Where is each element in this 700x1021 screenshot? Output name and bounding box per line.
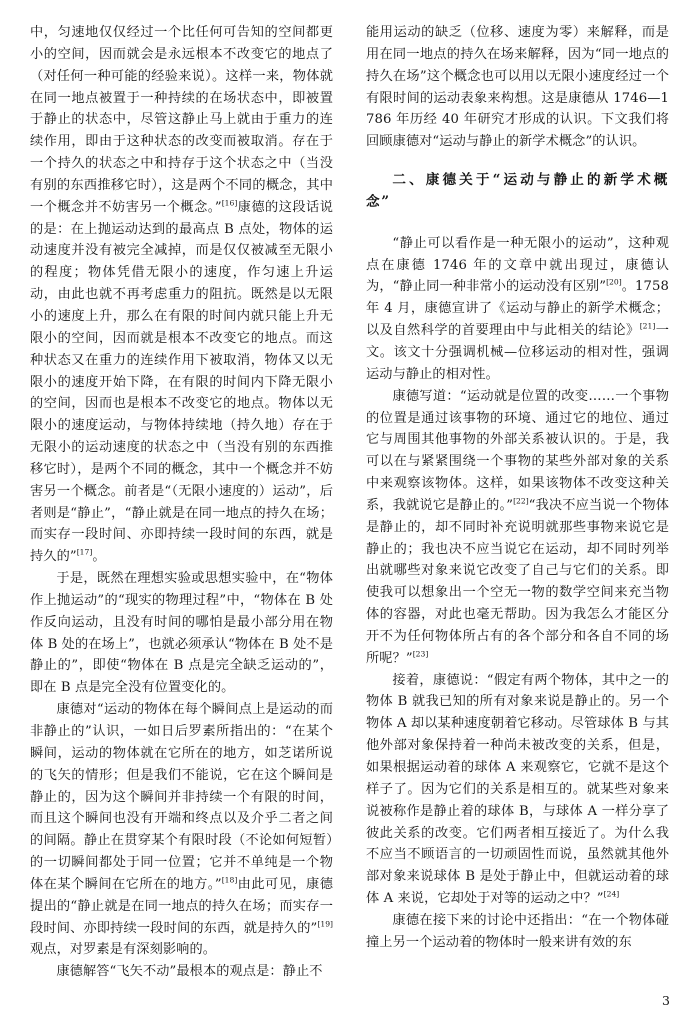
citation-marker: [20] [606, 278, 622, 288]
page-number: 3 [662, 992, 670, 1008]
section-heading [366, 170, 669, 214]
citation-marker: [22] [513, 496, 529, 506]
paragraph [366, 22, 669, 153]
section-heading-text: 二、康德关于“运动与静止的新学术概念” [366, 172, 669, 210]
paragraph-text: 能用运动的缺乏（位移、速度为零）来解释，而是用在同一地点的持久在场来解释，因为“同一地点的持久在场”这个概念也可以用以无限小速度经过一个有限时间的运动表象来构想。这是康德从 1746—1786 年历经 40 年研究才形成的认识。下文我们将回顾康德对“运动与静止的新学术概念”的认识。 [366, 25, 669, 150]
paragraph-text-continued: 由此可见，康德提出的“静止就是在同一地点的持久在场；而实存一段时间、亦即持续一段时间的东西，就是持久的” [30, 876, 334, 936]
paragraph-text-tail: 一文。该文十分强调机械—位移运动的相对性，强调运动与静止的相对性。 [366, 323, 669, 382]
paragraph [366, 386, 669, 670]
right-column [366, 22, 669, 972]
citation-marker: [17] [76, 547, 93, 557]
paragraph-text: 康德解答“飞矢不动”最根本的观点是：静止不 [56, 964, 323, 980]
paragraph-text: “静止可以看作是一种无限小的运动”，这种观点在康德 1746 年的文章中就出现过，康德认为，“静止同一种非常小的运动没有区别” [366, 235, 669, 295]
paragraph-text-tail: 观点，对罗素是有深刻影响的。 [30, 942, 217, 958]
heading-spacer-above [366, 153, 669, 170]
citation-marker: [16] [221, 198, 238, 208]
paragraph [366, 910, 669, 954]
paragraph [30, 961, 333, 983]
paragraph [30, 568, 333, 699]
two-column-body [30, 22, 670, 980]
left-column [30, 22, 334, 980]
paragraph-text-continued: 康德的这段话说的是：在上抛运动达到的最高点 B 点处，物体的运动速度并没有被完全减掉，而是仅仅被减至无限小的程度；物体凭借无限小的速度，作匀速上升运动，由此也就不再考虑重力的阻抗。既然是以无限小的速度上升，那么在有限的时间内就只能上升无限小的空间，因而就是根本不改变它的地点。而这种状态又在重力的连续作用下被取消，物体又以无限小的速度开始下降，在有限的时间内下降无限小的空间，因而也是根本不改变它的地点。物体以无限小的速度运动，与物体持续地（持久地）存在于无限小的运动速度的状态之中（当没有别的东西推移它时），是两个不同的概念，其中一个概念并不妨害另一个概念。前者是“（无限小速度的）运动”，后者则是“静止”，“静止就是在同一地点的持久在场；而实存一段时间、亦即持续一段时间的东西，就是持久的” [30, 199, 334, 565]
paragraph-text: 于是，既然在理想实验或思想实验中，在“物体作上抛运动”的“现实的物理过程”中，“物体在 B 处作反向运动，且没有时间的哪怕是最小部分用在物体 B 处的在场上”，也就必须承认“物体在 B 处不是静止的”，即使“物体在 B 点是完全缺乏运动的”，即在 B 点是完全没有位置变化的。 [30, 571, 333, 696]
paragraph [30, 22, 333, 568]
paragraph-text: 康德写道：“运动就是位置的改变……一个事物的位置是通过该事物的环境、通过它的地位、通过它与周围其他事物的外部关系被认识的。于是，我可以在与紧紧围绕一个事物的某些外部对象的关系中来观察该物体。这样，如果该物体不改变这种关系，我就说它是静止的。” [366, 388, 669, 513]
paragraph [366, 233, 669, 386]
paragraph-text-tail: 。 [92, 549, 106, 565]
paragraph-text: 康德在接下来的讨论中还指出：“在一个物体碰撞上另一个运动着的物体时一般来讲有效的东 [366, 912, 669, 950]
heading-spacer-below [366, 214, 669, 233]
citation-marker: [23] [412, 649, 429, 659]
citation-marker: [18] [221, 875, 238, 885]
citation-marker: [24] [603, 889, 620, 899]
paragraph-text-continued: 。1758 年 4 月，康德宣讲了《运动与静止的新学术概念；以及自然科学的首要理由中与此相关的结论》 [366, 279, 669, 339]
citation-marker: [19] [317, 919, 333, 929]
citation-marker: [21] [639, 321, 656, 331]
paragraph-text: 接着，康德说：“假定有两个物体，其中之一的物体 B 就我已知的所有对象来说是静止的。另一个物体 A 却以某种速度朝着它移动。尽管球体 B 与其他外部对象保持着一种尚未被改变的关系，但是，如果根据运动着的球体 A 来观察它，它就不是这个样子了。因为它们的关系是相互的。就某些对象来说被称作是静止着的球体 B，与球体 A 一样分享了彼此关系的改变。它们两者相互接近了。为什么我不应当不顾语言的一切顽固性而说，虽然就其他外部对象来说球体 B 是处于静止中，但就运动着的球体 A 来说，它却处于对等的运动之中？” [366, 672, 669, 907]
paragraph [366, 670, 669, 910]
paragraph-text-continued: “我决不应当说一个物体是静止的，却不同时补充说明就那些事物来说它是静止的；我也决不应当说它在运动，却不同时列举出就哪些对象来说它改变了自己与它们的关系。即使我可以想象出一个空无一物的数学空间来充当物体的容器，对此也毫无帮助。因为我怎么才能区分开不为任何物体所占有的各个部分和各自不同的场所呢？” [366, 497, 669, 666]
paragraph-text: 中，匀速地仅仅经过一个比任何可告知的空间都更小的空间，因而就会是永远根本不改变它的地点了（对任何一种可能的经验来说）。这样一来，物体就在同一地点被置于一种持续的在场状态中，即被置于静止的状态中，尽管这静止马上就由于重力的连续作用，即由于这种状态的改变而被取消。存在于一个持久的状态之中和持存于这个状态之中（当没有别的东西推移它时），这是两个不同的概念，其中一个概念并不妨害另一个概念。” [30, 25, 333, 215]
paragraph [30, 699, 333, 961]
paragraph-text: 康德对“运动的物体在每个瞬间点上是运动的而非静止的”认识，一如日后罗素所指出的：“在某个瞬间，运动的物体就在它所在的地方，如芝诺所说的飞矢的情形；但是我们不能说，它在这个瞬间是静止的，因为这个瞬间并非持续一个有限的时间，而且这个瞬间也没有开端和终点以及介乎二者之间的间隔。静止在贯穿某个有限时段（不论如何短暂）的一切瞬间都处于同一位置；它并不单纯是一个物体在某个瞬间在它所在的地方。” [30, 702, 333, 892]
